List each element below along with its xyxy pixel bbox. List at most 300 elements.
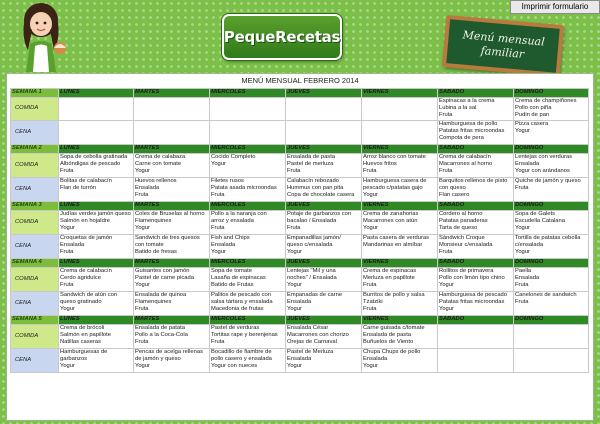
- dish-line: Fruta: [60, 249, 74, 256]
- day-header: MARTES: [134, 89, 210, 98]
- dish-line: Copa de chocolate casera: [287, 192, 355, 199]
- day-header: LUNES: [59, 144, 134, 153]
- dish-line: Pastel de Merluza: [287, 348, 334, 355]
- dish-line: Fruta: [60, 168, 74, 175]
- menu-cell[interactable]: [438, 234, 514, 258]
- menu-cell[interactable]: [286, 177, 362, 201]
- dish-line: Fruta: [211, 192, 225, 199]
- dish-line: Pollo a la naranja con: [211, 210, 267, 217]
- dish-line: Yogur: [287, 249, 302, 256]
- dish-line: salsa tártara y ensalada: [211, 298, 273, 305]
- dish-line: Yogur con nueces: [211, 363, 258, 370]
- dish-line: Crema de calabaza: [135, 153, 186, 160]
- dish-line: Macarrones con atún: [363, 217, 418, 224]
- day-header: VIERNES: [362, 258, 438, 267]
- week-label: SEMANA 5: [11, 315, 59, 324]
- dish-line: Ensalada: [135, 184, 160, 191]
- day-header: MARTES: [134, 315, 210, 324]
- dish-line: Fruta: [515, 184, 529, 191]
- day-header: LUNES: [59, 201, 134, 210]
- dish-line: Huevos fritos: [363, 160, 397, 167]
- cena-row: [11, 177, 589, 201]
- dish-line: Flan de turrón: [60, 184, 97, 191]
- menu-cell[interactable]: [362, 234, 438, 258]
- day-header: SÁBADO: [438, 258, 514, 267]
- dish-line: Lasaña de espinacas: [211, 274, 266, 281]
- dish-line: Barquitos rellenos de pisto: [439, 177, 508, 184]
- dish-line: Yogur: [135, 225, 150, 232]
- menu-cell[interactable]: [286, 324, 362, 348]
- dish-line: garbanzos: [60, 355, 88, 362]
- dish-line: Fruta: [211, 225, 225, 232]
- menu-sheet: [6, 73, 594, 421]
- menu-cell[interactable]: [59, 234, 134, 258]
- day-header: LUNES: [59, 258, 134, 267]
- dish-line: Fruta: [135, 192, 149, 199]
- dish-line: Calabacín rebozado: [287, 177, 339, 184]
- svg-text:Nuria: Nuria: [38, 66, 48, 71]
- menu-cell[interactable]: [362, 210, 438, 234]
- menu-cell[interactable]: [134, 324, 210, 348]
- dish-line: Tarta de queso: [439, 225, 478, 232]
- comida-label: COMIDA: [11, 98, 59, 121]
- dish-line: Yogur: [135, 363, 150, 370]
- dish-line: Albóndigas de pescado: [60, 160, 121, 167]
- menu-cell[interactable]: [286, 98, 362, 121]
- dish-line: Crema de zanahorias: [363, 210, 419, 217]
- week-label: SEMANA 1: [11, 89, 59, 98]
- dish-line: Fruta: [439, 168, 453, 175]
- dish-line: Yogur: [135, 168, 150, 175]
- menu-cell[interactable]: [210, 98, 286, 121]
- week-label: SEMANA 2: [11, 144, 59, 153]
- dish-line: Patatas fritas microondas: [439, 127, 505, 134]
- menu-cell[interactable]: [59, 267, 134, 291]
- menu-cell[interactable]: [286, 291, 362, 315]
- menu-cell[interactable]: [134, 120, 210, 144]
- dish-line: Palitos de pescado con: [211, 291, 271, 298]
- menu-cell[interactable]: [438, 291, 514, 315]
- menu-cell[interactable]: [362, 153, 438, 177]
- day-header: MIÉRCOLES: [210, 201, 286, 210]
- dish-line: Yogur con arándanos: [515, 168, 570, 175]
- comida-row: [11, 98, 589, 121]
- menu-cell[interactable]: [514, 324, 589, 348]
- menu-cell[interactable]: [514, 210, 589, 234]
- menu-cell[interactable]: [134, 291, 210, 315]
- menu-cell[interactable]: [210, 210, 286, 234]
- dish-line: Sopa de cebolla gratinada: [60, 153, 128, 160]
- dish-line: Crema de brócoli: [60, 324, 105, 331]
- dish-line: Patata asada microondas: [211, 184, 277, 191]
- menu-cell[interactable]: [514, 267, 589, 291]
- dish-line: Crema de espinacas: [363, 267, 417, 274]
- day-header: VIERNES: [362, 144, 438, 153]
- menu-cell[interactable]: [210, 348, 286, 372]
- day-header: DOMINGO: [514, 201, 589, 210]
- dish-line: Ensalada: [211, 241, 236, 248]
- dish-line: Espinacas a la crema: [439, 98, 495, 104]
- dish-line: Yogur: [211, 249, 226, 256]
- dish-line: Ensalada de patata: [135, 324, 185, 331]
- menu-cell[interactable]: [210, 324, 286, 348]
- day-header: LUNES: [59, 315, 134, 324]
- dish-line: Sándwich Croque: [439, 234, 485, 241]
- dish-line: Fruta: [363, 168, 377, 175]
- dish-line: Salmón en hojaldre: [60, 217, 110, 224]
- dish-line: Yogur: [363, 192, 378, 199]
- day-header: VIERNES: [362, 315, 438, 324]
- dish-line: Ensalada de pasta: [363, 331, 412, 338]
- menu-cell[interactable]: [134, 153, 210, 177]
- chef-girl-illustration: [10, 0, 72, 72]
- dish-line: Cocido Completo: [211, 153, 256, 160]
- dish-line: Ensalada: [287, 298, 312, 305]
- dish-line: Monsieur c/ensalada: [439, 241, 493, 248]
- day-header: DOMINGO: [514, 258, 589, 267]
- dish-line: Empanadillas jamón/: [287, 234, 341, 241]
- week-header-row: [11, 258, 589, 267]
- menu-cell[interactable]: [210, 234, 286, 258]
- dish-line: Fruta: [515, 282, 529, 289]
- day-header: SÁBADO: [438, 201, 514, 210]
- dish-line: Pollo a la Coca-Cola: [135, 331, 188, 338]
- cena-label: CENA: [11, 177, 59, 201]
- day-header: SÁBADO: [438, 89, 514, 98]
- menu-cell[interactable]: [286, 210, 362, 234]
- menu-cell[interactable]: [438, 324, 514, 348]
- dish-line: Sopa de Galets: [515, 210, 555, 217]
- comida-row: [11, 153, 589, 177]
- cena-label: CENA: [11, 120, 59, 144]
- dish-line: Arroz blanco con tomate: [363, 153, 426, 160]
- dish-line: Yogur: [60, 363, 75, 370]
- dish-line: pescado c/patatas gajo: [363, 184, 423, 191]
- dish-line: Pastel de merluza: [287, 160, 334, 167]
- menu-cell[interactable]: [134, 177, 210, 201]
- dish-line: con tomate: [135, 241, 164, 248]
- dish-line: Orejas de Carnaval: [287, 339, 337, 346]
- menu-cell[interactable]: [362, 177, 438, 201]
- dish-line: Sandwich de atún con: [60, 291, 118, 298]
- menu-cell[interactable]: [438, 210, 514, 234]
- menu-cell[interactable]: [210, 291, 286, 315]
- dish-line: Macedonia de frutas: [211, 306, 264, 313]
- dish-line: Bolitas de calabacín: [60, 177, 112, 184]
- menu-cell[interactable]: [362, 120, 438, 144]
- dish-line: Pollo con piña: [515, 105, 552, 112]
- menu-cell[interactable]: [134, 98, 210, 121]
- dish-line: Hamburguesa de pescado: [439, 291, 507, 298]
- dish-line: Huevos rellenos: [135, 177, 177, 184]
- dish-line: Yogur: [515, 225, 530, 232]
- dish-line: Pudin de pan: [515, 112, 550, 119]
- dish-line: Hamburguesa casera de: [363, 177, 427, 184]
- dish-line: Flamenquines: [135, 217, 172, 224]
- menu-cell[interactable]: [362, 98, 438, 121]
- dish-line: Ensalada César: [287, 324, 329, 331]
- dish-line: Flamenquines: [135, 298, 172, 305]
- dish-line: Ensalada: [363, 355, 388, 362]
- dish-line: con queso: [439, 184, 466, 191]
- day-header: MARTES: [134, 258, 210, 267]
- week-label: SEMANA 4: [11, 258, 59, 267]
- dish-line: Patatas panaderas: [439, 217, 488, 224]
- dish-line: Yogur: [515, 127, 530, 134]
- cena-row: [11, 348, 589, 372]
- day-header: DOMINGO: [514, 89, 589, 98]
- dish-line: Yogur: [135, 282, 150, 289]
- dish-line: pollo casero y ensalada: [211, 355, 272, 362]
- dish-line: Pencas de acelga rellenas: [135, 348, 203, 355]
- cena-label: CENA: [11, 348, 59, 372]
- menu-cell[interactable]: [286, 234, 362, 258]
- dish-line: Batido de Frutas: [211, 282, 254, 289]
- dish-line: Yogur: [439, 306, 454, 313]
- dish-line: Yogur: [515, 249, 530, 256]
- menu-cell[interactable]: [210, 153, 286, 177]
- menu-table: [10, 88, 589, 373]
- menu-cell[interactable]: [210, 267, 286, 291]
- menu-cell[interactable]: [59, 348, 134, 372]
- day-header: MARTES: [134, 201, 210, 210]
- dish-line: Croquetas de jamón: [60, 234, 113, 241]
- menu-cell[interactable]: [59, 153, 134, 177]
- dish-line: Compota de pera: [439, 135, 484, 142]
- day-header: VIERNES: [362, 201, 438, 210]
- week-header-row: [11, 89, 589, 98]
- dish-line: Crema de calabacín: [439, 153, 491, 160]
- day-header: LUNES: [59, 89, 134, 98]
- dish-line: Yogur: [287, 306, 302, 313]
- dish-line: Fruta: [439, 249, 453, 256]
- menu-cell[interactable]: [438, 153, 514, 177]
- menu-cell[interactable]: [134, 348, 210, 372]
- dish-line: Macarrones con chorizo: [287, 331, 349, 338]
- menu-cell[interactable]: [210, 177, 286, 201]
- day-header: MIÉRCOLES: [210, 315, 286, 324]
- dish-line: Yogur: [211, 160, 226, 167]
- dish-line: Lubina a la sal: [439, 105, 477, 112]
- dish-line: Batido de fresas: [135, 249, 177, 256]
- menu-cell[interactable]: [59, 177, 134, 201]
- cena-row: [11, 234, 589, 258]
- dish-line: Buñuelos de Viento: [363, 339, 414, 346]
- pequerecetas-logo: [222, 14, 342, 60]
- dish-line: Yogur: [363, 225, 378, 232]
- dish-line: Yogur: [439, 282, 454, 289]
- dish-line: Pollo con limón tipo chino: [439, 274, 505, 281]
- menu-cell[interactable]: [514, 291, 589, 315]
- dish-line: Coles de Bruselas al horno: [135, 210, 205, 217]
- dish-line: Lentejas "Mil y una: [287, 267, 336, 274]
- dish-line: Patatas fritas microondas: [439, 298, 505, 305]
- menu-cell[interactable]: [362, 267, 438, 291]
- dish-line: Paella: [515, 267, 532, 274]
- dish-line: Lentejas con verduras: [515, 153, 573, 160]
- dish-line: Pastel de verduras: [211, 324, 260, 331]
- logo-text: PequeRecetas: [223, 28, 341, 46]
- menu-cell[interactable]: [362, 348, 438, 372]
- dish-line: Carne guisada c/tomate: [363, 324, 425, 331]
- menu-cell[interactable]: [286, 267, 362, 291]
- menu-cell[interactable]: [210, 120, 286, 144]
- day-header: JUEVES: [286, 89, 362, 98]
- dish-line: Fruta: [439, 112, 453, 119]
- dish-line: arroz y ensalada: [211, 217, 254, 224]
- cena-row: [11, 120, 589, 144]
- dish-line: Tzatziki: [363, 298, 383, 305]
- dish-line: de jamón y queso: [135, 355, 181, 362]
- dish-line: Fruta: [135, 306, 149, 313]
- comida-label: COMIDA: [11, 153, 59, 177]
- print-form-button[interactable]: Imprimir formulario: [510, 0, 600, 14]
- dish-line: Escudella Catalana: [515, 217, 565, 224]
- board-line-1: Menú mensual: [462, 28, 546, 49]
- menu-cell[interactable]: [134, 210, 210, 234]
- day-header: JUEVES: [286, 144, 362, 153]
- menu-cell[interactable]: [286, 120, 362, 144]
- menu-cell[interactable]: [59, 120, 134, 144]
- dish-line: Fruta: [287, 225, 301, 232]
- menu-cell[interactable]: [286, 348, 362, 372]
- menu-cell[interactable]: [59, 324, 134, 348]
- dish-line: queso c/ensalada: [287, 241, 333, 248]
- menu-cell[interactable]: [362, 291, 438, 315]
- menu-cell[interactable]: [134, 234, 210, 258]
- dish-line: Ensalada: [515, 160, 540, 167]
- dish-line: Ensalada: [287, 355, 312, 362]
- dish-line: Rollitos de primavera: [439, 267, 494, 274]
- dish-line: Quiche de jamón y queso: [515, 177, 581, 184]
- dish-line: Yogur: [363, 363, 378, 370]
- dish-line: Pasta casera de verduras: [363, 234, 430, 241]
- menu-cell[interactable]: [286, 153, 362, 177]
- dish-line: Tortilla de patatas cebolla: [515, 234, 581, 241]
- dish-line: Carne con tomate: [135, 160, 182, 167]
- dish-line: Mandarinas en almíbar: [363, 241, 423, 248]
- menu-cell[interactable]: [59, 210, 134, 234]
- dish-line: Hamburguesas de: [60, 348, 108, 355]
- board-line-2: familiar: [480, 44, 525, 61]
- dish-line: Bocadillo de fiambre de: [211, 348, 272, 355]
- day-header: SÁBADO: [438, 144, 514, 153]
- day-header: MIÉRCOLES: [210, 144, 286, 153]
- day-header: DOMINGO: [514, 315, 589, 324]
- dish-line: Chupa Chups de pollo: [363, 348, 421, 355]
- dish-line: Empanadas de carne: [287, 291, 343, 298]
- dish-line: c/ensalada: [515, 241, 544, 248]
- comida-label: COMIDA: [11, 267, 59, 291]
- comida-row: [11, 267, 589, 291]
- cena-row: [11, 291, 589, 315]
- dish-line: Cordero al horno: [439, 210, 483, 217]
- menu-cell[interactable]: [438, 177, 514, 201]
- dish-line: Sandwich de tres quesos: [135, 234, 200, 241]
- dish-line: Fruta: [287, 168, 301, 175]
- dish-line: Pizza casera: [515, 120, 549, 127]
- week-header-row: [11, 315, 589, 324]
- day-header: VIERNES: [362, 89, 438, 98]
- dish-line: Yogur: [287, 282, 302, 289]
- cena-label: CENA: [11, 291, 59, 315]
- day-header: DOMINGO: [514, 144, 589, 153]
- dish-line: Fish and Chips: [211, 234, 250, 241]
- dish-line: Yogur: [60, 225, 75, 232]
- dish-line: Fruta: [363, 306, 377, 313]
- week-header-row: [11, 144, 589, 153]
- dish-line: Ensalada: [60, 241, 85, 248]
- menu-mensual-chalkboard: [442, 15, 564, 77]
- dish-line: Sopa de tomate: [211, 267, 252, 274]
- dish-line: queso gratinado: [60, 298, 102, 305]
- dish-line: Tortitas rape y berenjenas: [211, 331, 278, 338]
- day-header: MARTES: [134, 144, 210, 153]
- dish-line: Fruta: [135, 339, 149, 346]
- dish-line: Hamburguesa de pollo: [439, 120, 498, 127]
- dish-line: Crema de champiñones: [515, 98, 577, 104]
- day-header: JUEVES: [286, 201, 362, 210]
- dish-line: Cerdo agridulce: [60, 274, 101, 281]
- dish-line: Yogur: [60, 306, 75, 313]
- dish-line: Fruta: [211, 339, 225, 346]
- sheet-title: MENÚ MENSUAL FEBRERO 2014: [241, 76, 359, 85]
- menu-cell[interactable]: [59, 98, 134, 121]
- dish-line: Pastel de carne picada: [135, 274, 194, 281]
- dish-line: Ensalada: [515, 274, 540, 281]
- menu-cell[interactable]: [438, 267, 514, 291]
- dish-line: Potaje de garbanzos con: [287, 210, 352, 217]
- menu-cell[interactable]: [438, 348, 514, 372]
- dish-line: Hummus con pan pita: [287, 184, 344, 191]
- menu-cell[interactable]: [514, 98, 589, 121]
- dish-line: Merluza en papillote: [363, 274, 415, 281]
- menu-cell[interactable]: [514, 120, 589, 144]
- dish-line: Judías verdes jamón queso: [60, 210, 131, 217]
- menu-cell[interactable]: [362, 324, 438, 348]
- day-header: SÁBADO: [438, 315, 514, 324]
- menu-cell[interactable]: [438, 98, 514, 121]
- menu-cell[interactable]: [59, 291, 134, 315]
- dish-line: Fruta: [515, 298, 529, 305]
- comida-label: COMIDA: [11, 324, 59, 348]
- day-header: MIÉRCOLES: [210, 258, 286, 267]
- menu-cell[interactable]: [514, 234, 589, 258]
- week-label: SEMANA 3: [11, 201, 59, 210]
- dish-line: Ensalada de pasta: [287, 153, 336, 160]
- menu-cell[interactable]: [514, 153, 589, 177]
- menu-cell[interactable]: [134, 267, 210, 291]
- comida-row: [11, 210, 589, 234]
- cena-label: CENA: [11, 234, 59, 258]
- dish-line: Natillas caseras: [60, 339, 101, 346]
- dish-line: Canelones de sandwich: [515, 291, 577, 298]
- week-header-row: [11, 201, 589, 210]
- dish-line: Ensalada de quinoa: [135, 291, 187, 298]
- day-header: JUEVES: [286, 315, 362, 324]
- dish-line: Fruta: [363, 282, 377, 289]
- menu-cell[interactable]: [514, 348, 589, 372]
- dish-line: Flan casero: [439, 192, 470, 199]
- menu-cell[interactable]: [438, 120, 514, 144]
- dish-line: Burritos de pollo y salsa: [363, 291, 425, 298]
- day-header: JUEVES: [286, 258, 362, 267]
- menu-cell[interactable]: [514, 177, 589, 201]
- dish-line: Crema de calabacín: [60, 267, 112, 274]
- dish-line: Yogur: [287, 363, 302, 370]
- dish-line: Filetes rusos: [211, 177, 244, 184]
- comida-row: [11, 324, 589, 348]
